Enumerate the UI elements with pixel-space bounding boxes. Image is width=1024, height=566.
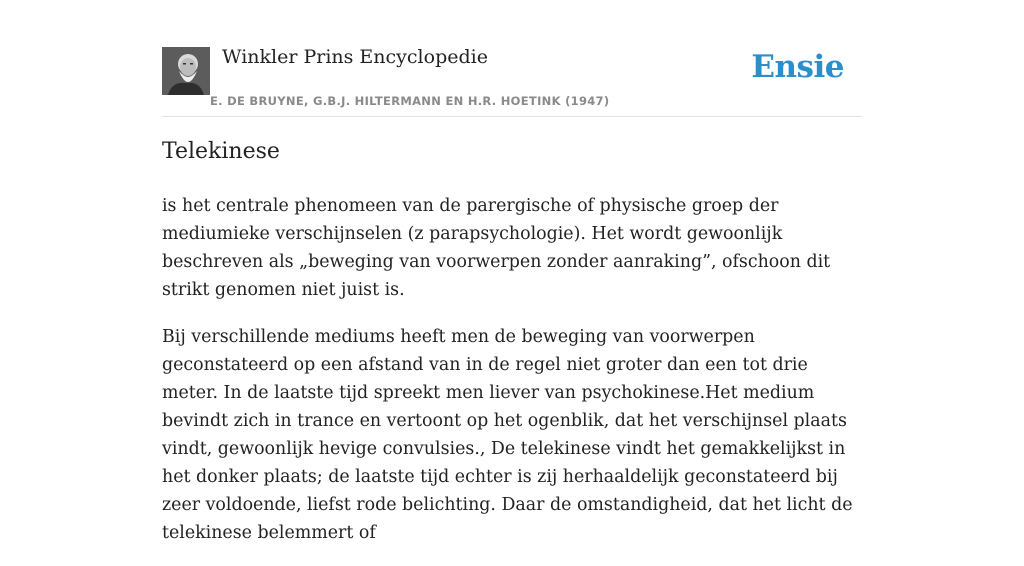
authors-line: E. DE BRUYNE, G.B.J. HILTERMANN EN H.R. HOETINK (1947) — [210, 94, 610, 108]
article-body — [162, 192, 862, 566]
avatar — [162, 47, 210, 95]
header — [162, 40, 862, 117]
paragraph: Bij verschillende mediums heeft men de beweging van voorwerpen geconstateerd op een afstand van in de regel niet groter dan een tot drie meter. In de laatste tijd spreekt men liever van psychokinese.Het medium bevindt zich in trance en vertoont op het ogenblik, dat het verschijnsel plaats vindt, gewoonlijk hevige convulsies., De telekinese vindt het gemakkelijkst in het donker plaats; de laatste tijd echter is zij herhaaldelijk geconstateerd bij zeer voldoende, liefst rode belichting. Daar de omstandigheid, dat het licht de telekinese belemmert of — [162, 327, 853, 543]
brand-logo[interactable]: Ensie — [751, 49, 844, 85]
paragraph: is het centrale phenomeen van de parergische of physische groep der mediumieke verschijnselen (z parapsychologie). Het wordt gewoonlijk beschreven als „beweging van voorwerpen zonder aanraking”, ofschoon dit strikt genomen niet juist is. — [162, 196, 831, 300]
author-portrait-icon — [162, 47, 210, 95]
source-title[interactable]: Winkler Prins Encyclopedie — [222, 46, 488, 68]
article-title: Telekinese — [162, 139, 280, 164]
